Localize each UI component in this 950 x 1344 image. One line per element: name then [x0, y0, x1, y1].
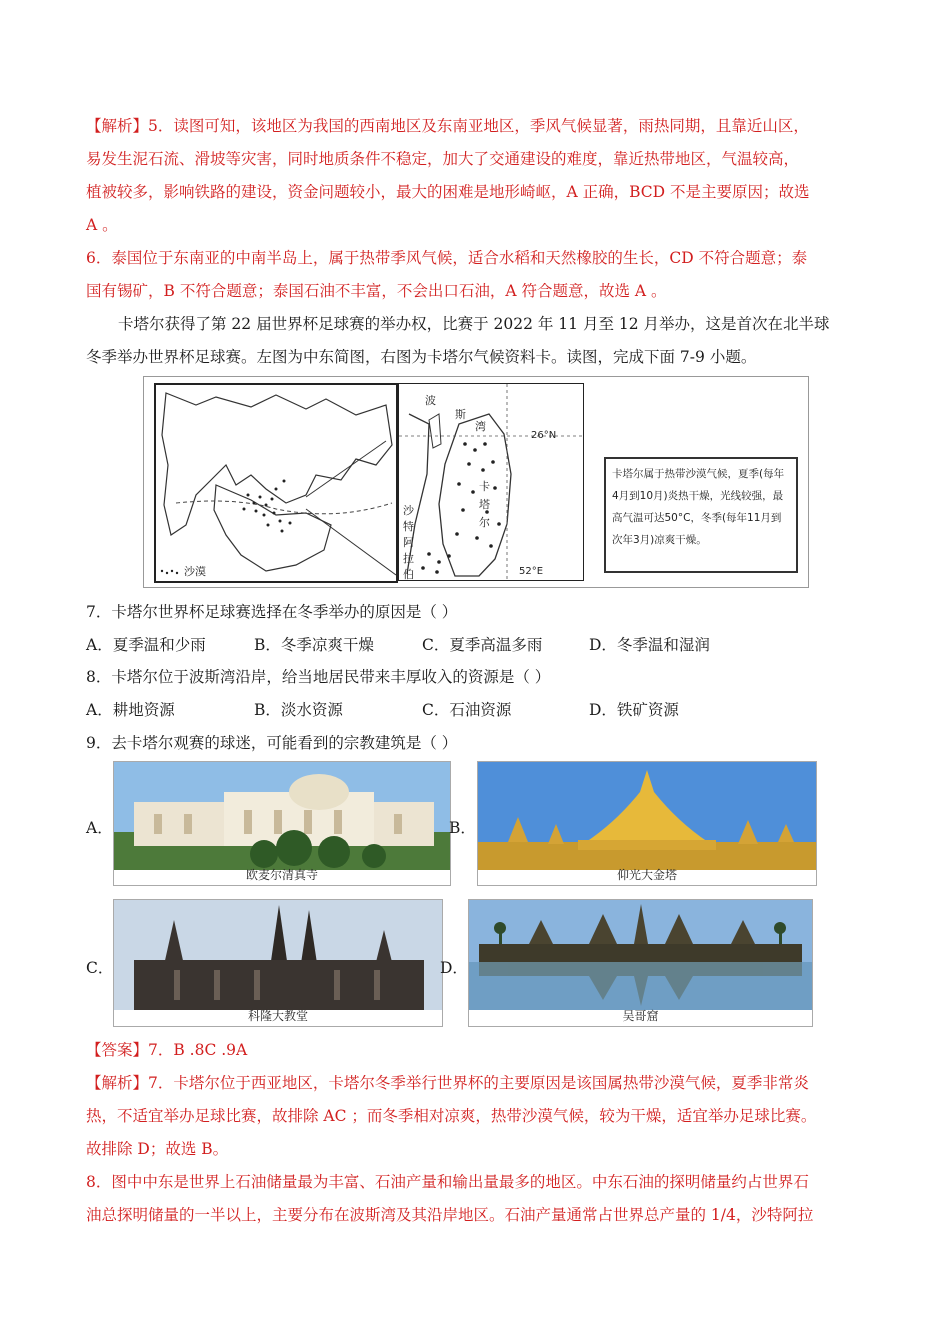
qatar-label-3: 尔 — [479, 516, 490, 529]
analysis-5-line-4: A 。 — [86, 216, 118, 234]
question-9-option-a-label[interactable]: A． — [86, 819, 113, 837]
question-9-option-d-label[interactable]: D． — [440, 959, 468, 977]
saudi-label-1: 沙 — [403, 504, 414, 517]
intro-line-2: 冬季举办世界杯足球赛。左图为中东简图，右图为卡塔尔气候资料卡。读图，完成下面 7-9 小题。 — [86, 348, 757, 366]
option-c-caption: 科隆大教堂 — [247, 1009, 308, 1023]
qatar-climate-card: 卡塔尔属于热带沙漠气候，夏季(每年4月到10月)炎热干燥，光线较强，最高气温可达50°C，冬季(每年11月到次年3月)凉爽干燥。 — [604, 457, 798, 573]
intro-line-1: 卡塔尔获得了第 22 届世界杯足球赛的举办权，比赛于 2022 年 11 月至 12 月举办，这是首次在北半球 — [118, 315, 830, 333]
saudi-label-3: 阿 — [403, 536, 414, 549]
analysis-8-line-2: 油总探明储量的一半以上，主要分布在波斯湾及其沿岸地区。石油产量通常占世界总产量的 1/4，沙特阿拉 — [86, 1206, 814, 1224]
middle-east-map — [154, 383, 398, 583]
question-9-option-d-image[interactable] — [468, 899, 813, 1027]
question-7-option-c[interactable]: C．夏季高温多雨 — [422, 636, 543, 654]
qatar-label-1: 卡 — [479, 480, 490, 493]
analysis-5-line-3: 植被较多，影响铁路的建设，资金问题较小，最大的困难是地形崎岖，A 正确，BCD 不是主要原因；故选 — [86, 183, 810, 201]
option-a-caption: 欧麦尔清真寺 — [245, 868, 318, 882]
saudi-label-2: 特 — [403, 520, 414, 533]
middle-east-figure — [143, 376, 809, 588]
cathedral-picture — [114, 900, 442, 1010]
question-8-option-d[interactable]: D．铁矿资源 — [589, 701, 679, 719]
question-9-option-c-image[interactable] — [113, 899, 443, 1027]
analysis-8-line-1: 8．图中中东是世界上石油储量最为丰富、石油产量和输出量最多的地区。中东石油的探明储量约占世界石 — [86, 1173, 809, 1191]
analysis-7-line-3: 故排除 D；故选 B。 — [86, 1140, 229, 1158]
analysis-5-line-2: 易发生泥石流、滑坡等灾害，同时地质条件不稳定，加大了交通建设的难度，靠近热带地区，气温较高， — [86, 150, 800, 168]
question-7-option-d[interactable]: D．冬季温和湿润 — [589, 636, 710, 654]
analysis-6-line-1: 6．泰国位于东南亚的中南半岛上，属于热带季风气候，适合水稻和天然橡胶的生长，CD 不符合题意；泰 — [86, 249, 808, 267]
question-9-stem: 9．去卡塔尔观赛的球迷，可能看到的宗教建筑是（ ） — [86, 734, 458, 752]
question-8-stem: 8．卡塔尔位于波斯湾沿岸，给当地居民带来丰厚收入的资源是（ ） — [86, 668, 551, 686]
question-8-option-a[interactable]: A．耕地资源 — [86, 701, 175, 719]
question-7-stem: 7．卡塔尔世界杯足球赛选择在冬季举办的原因是（ ） — [86, 603, 458, 621]
legend-desert-label: 沙漠 — [184, 565, 206, 578]
analysis-7-line-2: 热，不适宜举办足球比赛，故排除 AC ；而冬季相对凉爽，热带沙漠气候，较为干燥，适宜举办足球比赛。 — [86, 1107, 817, 1125]
question-8-option-b[interactable]: B．淡水资源 — [254, 701, 343, 719]
option-d-caption: 吴哥窟 — [622, 1009, 659, 1023]
saudi-label-4: 拉 — [403, 552, 414, 565]
question-9-option-b-label[interactable]: B． — [449, 819, 476, 837]
gulf-label-1: 波 — [425, 394, 436, 407]
qatar-label-2: 塔 — [479, 498, 490, 511]
qatar-map — [398, 383, 584, 581]
golden-pagoda-picture — [478, 762, 816, 870]
question-9-option-b-image[interactable] — [477, 761, 817, 886]
qatar-map-drawing — [399, 384, 583, 580]
analysis-7-line-1: 【解析】7．卡塔尔位于西亚地区，卡塔尔冬季举行世界杯的主要原因是该国属热带沙漠气候，夏季非常炎 — [86, 1074, 809, 1092]
option-b-caption: 仰光大金塔 — [616, 868, 677, 882]
saudi-label-5: 伯 — [403, 568, 414, 581]
question-8-option-c[interactable]: C．石油资源 — [422, 701, 512, 719]
longitude-label: 52°E — [519, 566, 544, 577]
question-9-option-c-label[interactable]: C． — [86, 959, 114, 977]
mosque-picture — [114, 762, 450, 870]
gulf-label-2: 斯 — [455, 408, 466, 421]
angkor-wat-picture — [469, 900, 812, 1010]
question-7-option-a[interactable]: A．夏季温和少雨 — [86, 636, 206, 654]
latitude-label: 26°N — [531, 430, 557, 441]
analysis-6-line-2: 国有锡矿，B 不符合题意；泰国石油不丰富，不会出口石油，A 符合题意，故选 A 。 — [86, 282, 667, 300]
answer-line: 【答案】7．B .8C .9A — [86, 1041, 248, 1059]
question-9-option-a-image[interactable] — [113, 761, 451, 886]
analysis-5-line-1: 【解析】5．读图可知，该地区为我国的西南地区及东南亚地区，季风气候显著，雨热同期，且靠近山区， — [86, 117, 809, 135]
question-7-option-b[interactable]: B．冬季凉爽干燥 — [254, 636, 374, 654]
gulf-label-3: 湾 — [475, 420, 486, 433]
middle-east-map-drawing — [156, 385, 396, 581]
